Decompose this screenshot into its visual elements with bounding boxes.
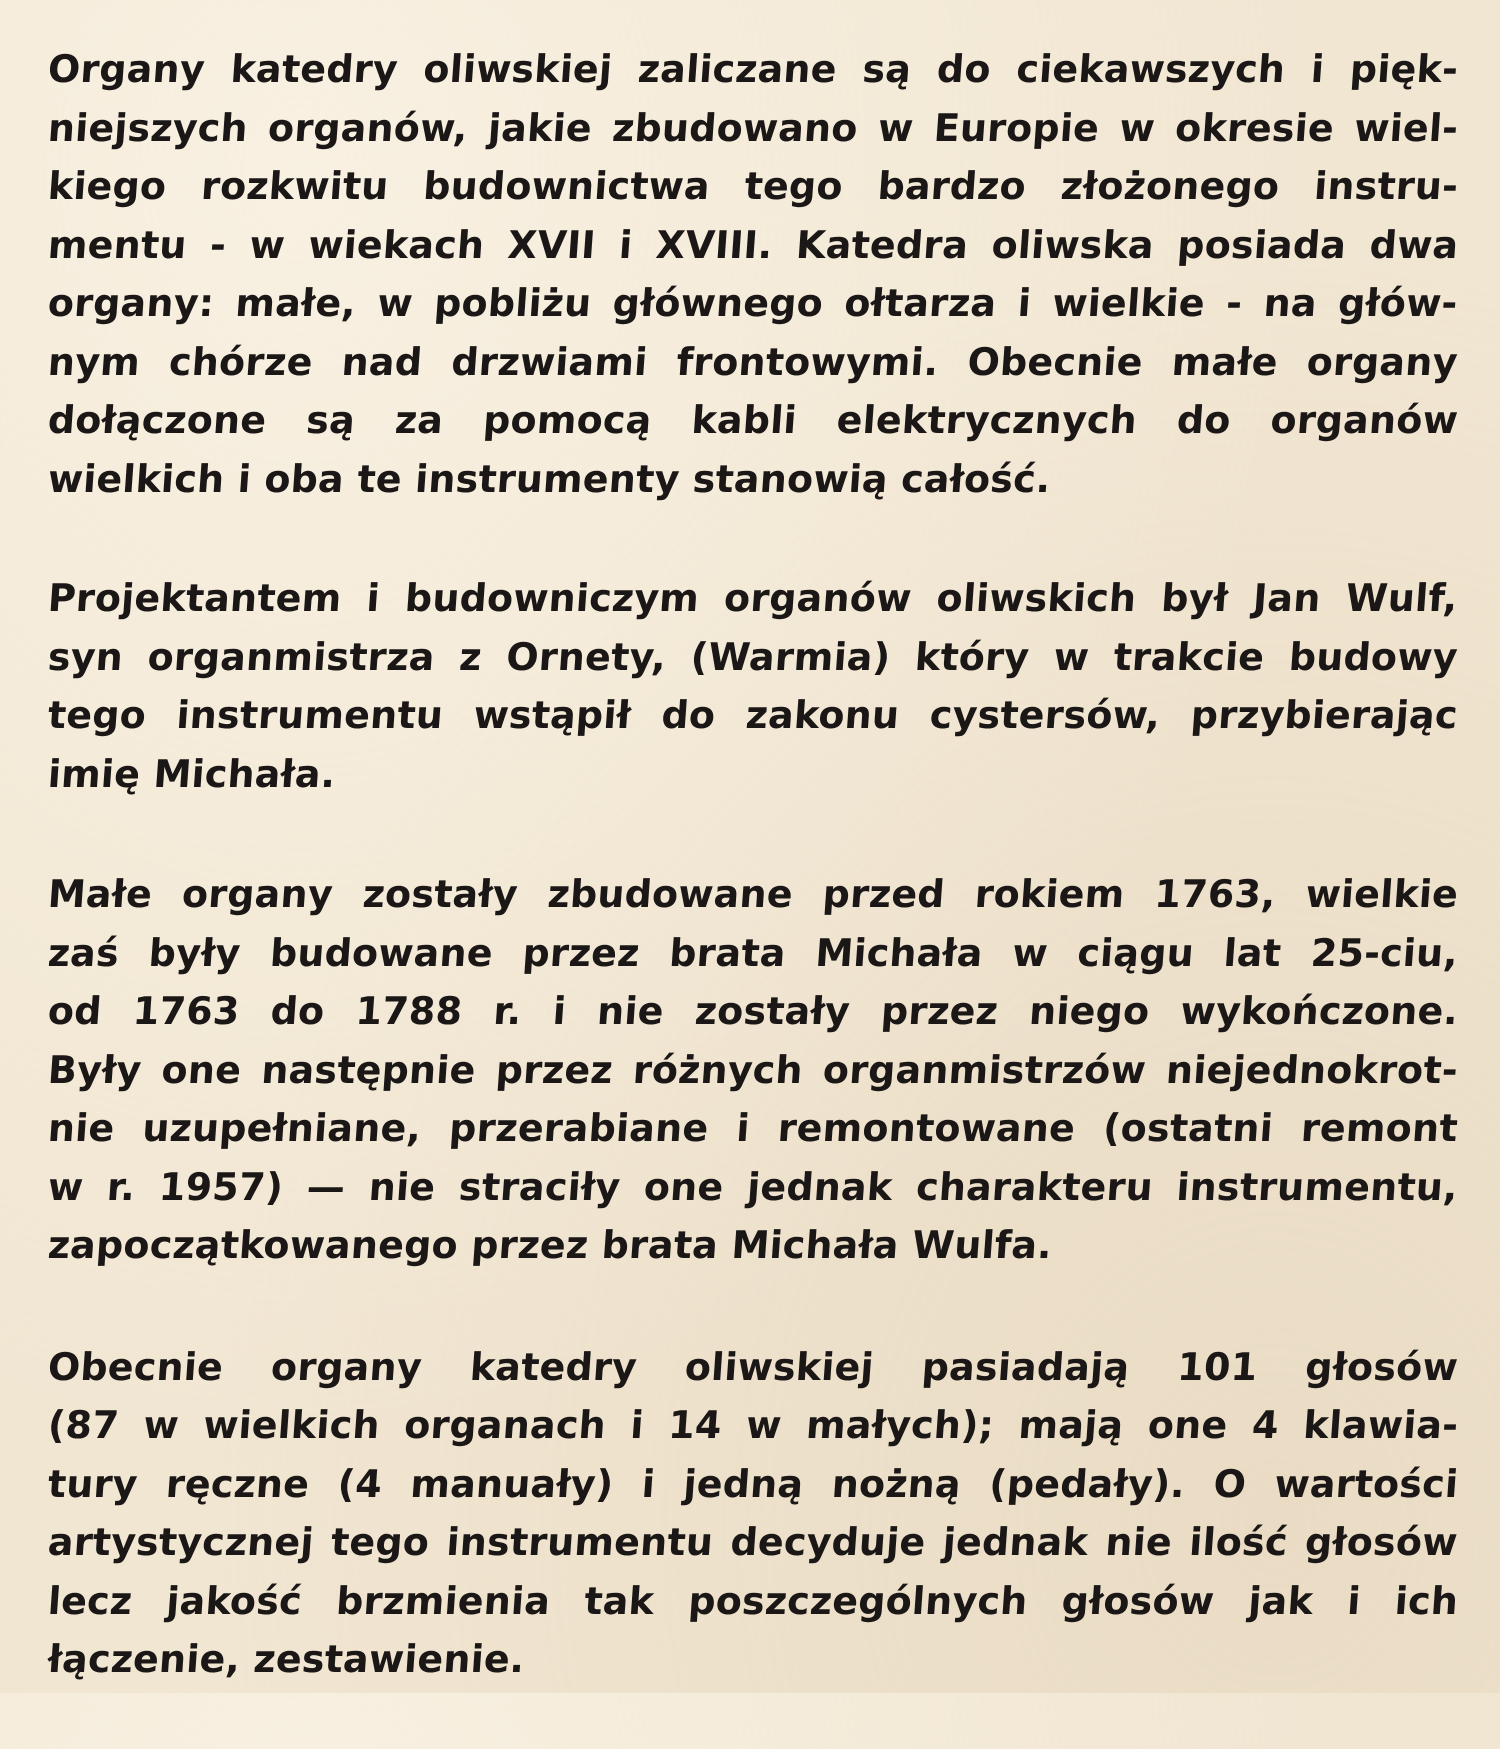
paragraph-organ-overview	[48, 40, 1458, 508]
text-line: imię Michała.	[46, 751, 338, 796]
text-line: tego instrumentu wstąpił do zakonu cystersów, przybierając	[46, 693, 1460, 737]
text-line: dołączone są za pomocą kabli elektrycznych do organów	[46, 398, 1460, 442]
text-line: Małe organy zostały zbudowane przed rokiem 1763, wielkie	[46, 872, 1460, 916]
text-line: zaś były budowane przez brata Michała w ciągu lat 25-ciu,	[46, 930, 1460, 975]
text-line: organy: małe, w pobliżu głównego ołtarza i wielkie - na głów-	[46, 281, 1460, 325]
text-line: Były one następnie przez różnych organmistrzów niejednokrot-	[46, 1047, 1460, 1092]
text-line: zapoczątkowanego przez brata Michała Wulfa.	[46, 1223, 1054, 1267]
text-line: niejszych organów, jakie zbudowano w Europie w okresie wiel-	[46, 105, 1460, 150]
text-line: syn organmistrza z Ornety, (Warmia) który w trakcie budowy	[46, 634, 1460, 679]
text-line: od 1763 do 1788 r. i nie zostały przez niego wykończone.	[46, 989, 1460, 1033]
paragraph-history	[48, 865, 1458, 1275]
paragraph-current-state	[48, 1338, 1458, 1689]
text-line: mentu - w wiekach XVII i XVIII. Katedra oliwska posiada dwa	[46, 222, 1460, 267]
text-line: Obecnie organy katedry oliwskiej pasiadają 101 głosów	[46, 1344, 1460, 1389]
text-line: kiego rozkwitu budownictwa tego bardzo złożonego instru-	[46, 164, 1460, 208]
text-line: wielkich i oba te instrumenty stanowią całość.	[46, 456, 1053, 501]
paragraph-builder	[48, 569, 1458, 803]
text-line: Projektantem i budowniczym organów oliwskich był Jan Wulf,	[46, 576, 1460, 620]
text-line: artystycznej tego instrumentu decyduje jednak nie ilość głosów	[46, 1520, 1460, 1564]
text-line: łączenie, zestawienie.	[46, 1637, 527, 1681]
text-line: nie uzupełniane, przerabiane i remontowane (ostatni remont	[46, 1106, 1460, 1150]
text-line: (87 w wielkich organach i 14 w małych); mają one 4 klawia-	[46, 1403, 1460, 1447]
text-line: w r. 1957) — nie straciły one jednak charakteru instrumentu,	[46, 1164, 1460, 1209]
text-line: Organy katedry oliwskiej zaliczane są do ciekawszych i pięk-	[46, 47, 1460, 91]
text-line: nym chórze nad drzwiami frontowymi. Obecnie małe organy	[46, 339, 1460, 384]
text-line: tury ręczne (4 manuały) i jedną nożną (pedały). O wartości	[46, 1461, 1460, 1506]
text-line: lecz jakość brzmienia tak poszczególnych głosów jak i ich	[46, 1578, 1460, 1623]
document-page	[48, 40, 1458, 1749]
